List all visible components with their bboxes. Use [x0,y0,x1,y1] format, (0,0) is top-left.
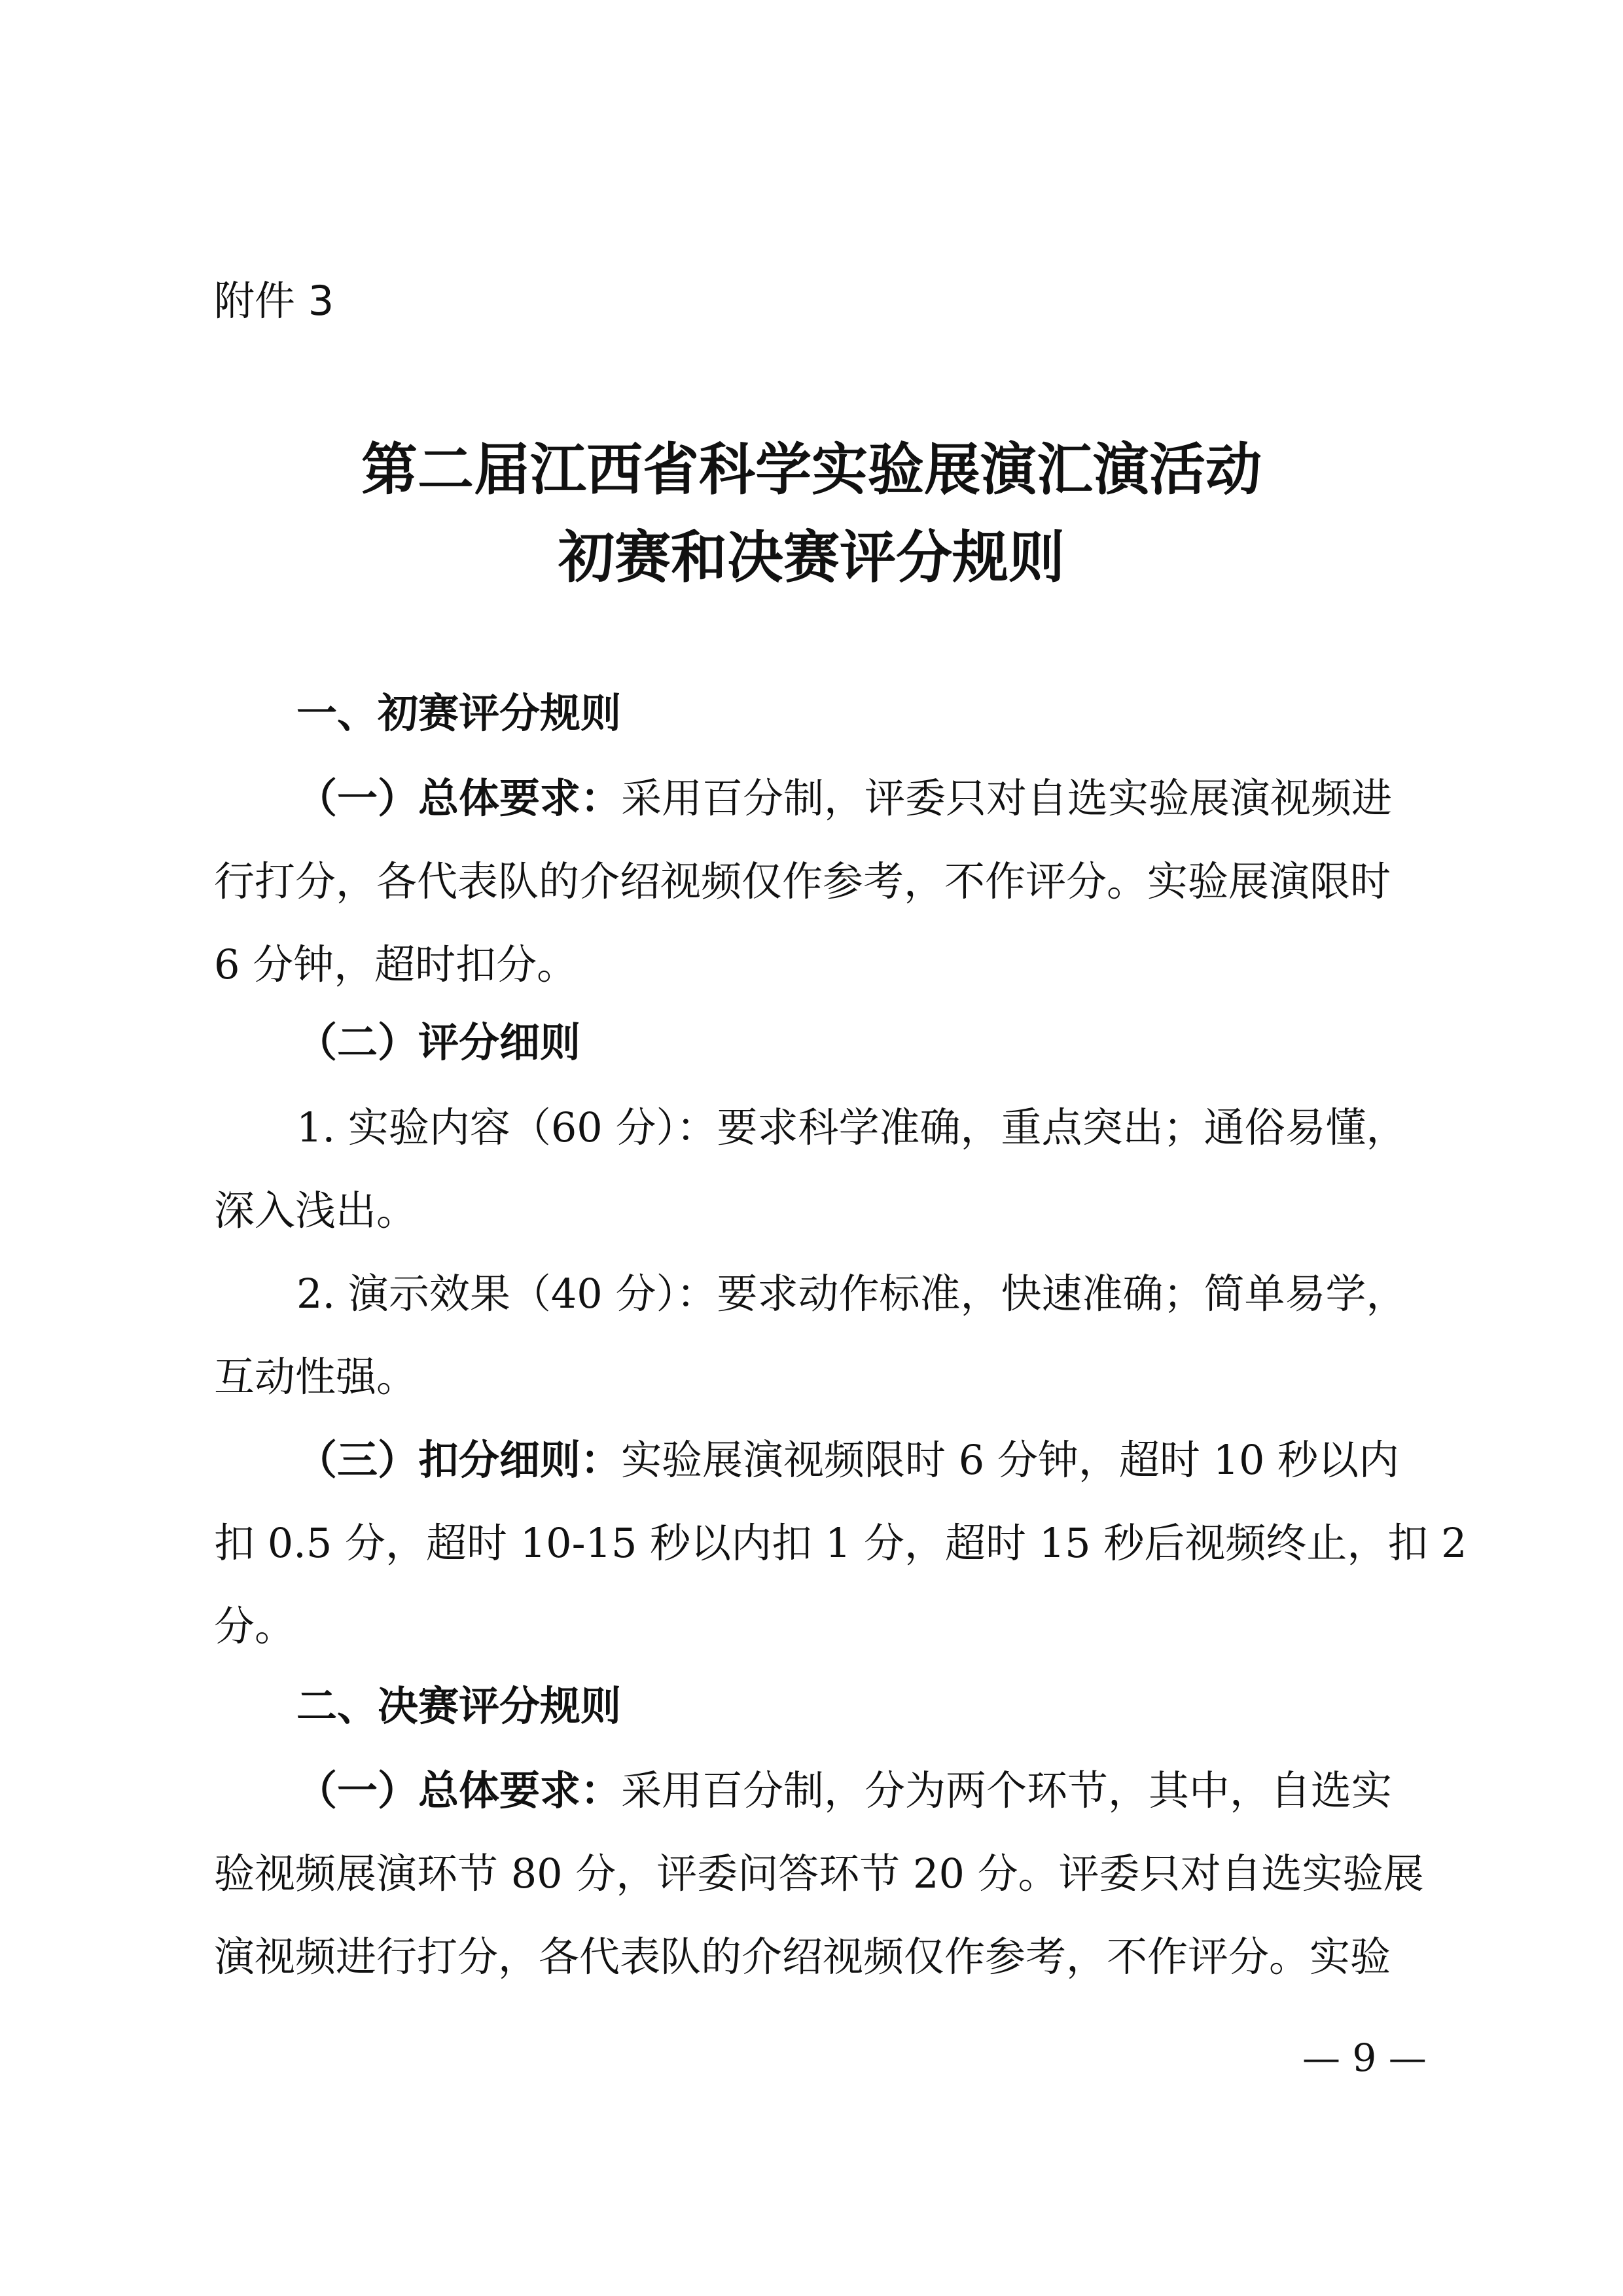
document-title-line2: 初赛和决赛评分规则 [558,524,1065,590]
section1-requirement-line3: 6 分钟，超时扣分。 [214,941,578,988]
document-title-line1: 第二届江西省科学实验展演汇演活动 [361,437,1262,503]
section1-deduction-line3: 分。 [214,1602,296,1650]
section1-deduction-label: （三）扣分细则： [296,1436,622,1484]
section1-requirement-text1: 采用百分制，评委只对自选实验展演视频进 [621,774,1393,822]
section1-requirement-label: （一）总体要求： [296,774,622,822]
page-number: — 9 — [1302,2036,1427,2080]
section1-deduction-line2: 扣 0.5 分，超时 10-15 秒以内扣 1 分，超时 15 秒后视频终止，扣 2 [214,1519,1467,1567]
section1-deduction-text1: 实验展演视频限时 6 分钟，超时 10 秒以内 [621,1436,1400,1484]
section1-detail-heading: （二）评分细则 [296,1018,581,1066]
section2-requirement-label: （一）总体要求： [296,1767,622,1814]
section1-item1-line2: 深入浅出。 [214,1187,418,1234]
section1-deduction-line1 [296,1427,1399,1486]
section1-item2-line1: 2. 演示效果（40 分）：要求动作标准，快速准确；简单易学， [296,1270,1407,1318]
section2-heading: 二、决赛评分规则 [296,1682,622,1730]
section2-requirement-line1 [296,1758,1392,1816]
section1-heading: 一、初赛评分规则 [296,689,622,737]
section2-requirement-line3: 演视频进行打分，各代表队的介绍视频仅作参考，不作评分。实验 [214,1933,1391,1981]
section2-requirement-line2: 验视频展演环节 80 分，评委问答环节 20 分。评委只对自选实验展 [214,1850,1424,1897]
section1-requirement-line1 [296,766,1392,824]
section1-item2-line2: 互动性强。 [214,1353,418,1401]
section2-requirement-text1: 采用百分制，分为两个环节，其中，自选实 [621,1767,1393,1814]
section1-requirement-line2: 行打分，各代表队的介绍视频仅作参考，不作评分。实验展演限时 [214,857,1391,905]
attachment-label: 附件 3 [214,277,334,325]
section1-item1-line1: 1. 实验内容（60 分）：要求科学准确，重点突出；通俗易懂， [296,1103,1407,1151]
